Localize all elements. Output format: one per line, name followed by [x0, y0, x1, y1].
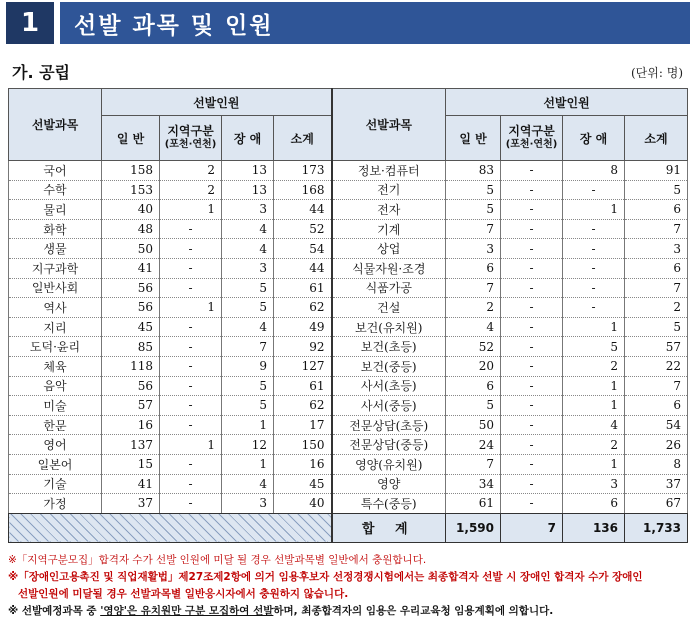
disabled-cell: 1 [222, 454, 274, 474]
general-cell: 50 [102, 239, 160, 259]
subject-cell: 상업 [332, 239, 446, 259]
general-cell: 3 [446, 239, 501, 259]
subject-cell: 전자 [332, 200, 446, 220]
general-cell: 41 [102, 258, 160, 278]
subtotal-cell: 7 [625, 219, 688, 239]
disabled-cell: - [563, 258, 625, 278]
general-cell: 61 [446, 494, 501, 514]
disabled-cell: 3 [222, 200, 274, 220]
subject-cell: 지구과학 [9, 258, 102, 278]
disabled-cell: 1 [563, 396, 625, 416]
table-row [9, 317, 688, 337]
subject-cell: 기계 [332, 219, 446, 239]
regional-cell: 2 [160, 180, 222, 200]
general-cell: 16 [102, 415, 160, 435]
subject-cell: 가정 [9, 494, 102, 514]
subject-cell: 생물 [9, 239, 102, 259]
general-cell: 40 [102, 200, 160, 220]
subtotal-cell: 6 [625, 396, 688, 416]
header-subject-left: 선발과목 [9, 89, 102, 161]
general-cell: 57 [102, 396, 160, 416]
subject-cell: 한문 [9, 415, 102, 435]
table-row [9, 435, 688, 455]
subject-cell: 식품가공 [332, 278, 446, 298]
table-row [9, 415, 688, 435]
general-cell: 45 [102, 317, 160, 337]
disabled-cell: - [563, 278, 625, 298]
subject-cell: 일반사회 [9, 278, 102, 298]
subtotal-cell: 173 [274, 161, 332, 181]
subtotal-cell: 44 [274, 200, 332, 220]
subtotal-cell: 62 [274, 396, 332, 416]
regional-cell: - [501, 376, 563, 396]
regional-cell: - [160, 494, 222, 514]
header-disabled-left: 장 애 [222, 116, 274, 161]
subject-cell: 사서(중등) [332, 396, 446, 416]
disabled-cell: 7 [222, 337, 274, 357]
subtotal-cell: 44 [274, 258, 332, 278]
subject-cell: 영어 [9, 435, 102, 455]
disabled-cell: - [563, 180, 625, 200]
total-subtotal: 1,733 [625, 513, 688, 542]
subtotal-cell: 6 [625, 258, 688, 278]
regional-cell: - [160, 219, 222, 239]
regional-cell: - [501, 356, 563, 376]
subject-cell: 역사 [9, 298, 102, 318]
table-row [9, 376, 688, 396]
disabled-cell: 1 [563, 317, 625, 337]
total-disabled: 136 [563, 513, 625, 542]
disabled-cell: 6 [563, 494, 625, 514]
general-cell: 50 [446, 415, 501, 435]
disabled-cell: 3 [563, 474, 625, 494]
subtotal-cell: 54 [274, 239, 332, 259]
selection-table [8, 88, 688, 543]
subject-cell: 미술 [9, 396, 102, 416]
disabled-cell: 3 [222, 258, 274, 278]
subtotal-cell: 5 [625, 317, 688, 337]
disabled-cell: - [563, 298, 625, 318]
regional-cell: - [501, 239, 563, 259]
regional-cell: - [501, 180, 563, 200]
regional-cell: - [160, 239, 222, 259]
subject-cell: 정보·컴퓨터 [332, 161, 446, 181]
general-cell: 6 [446, 376, 501, 396]
general-cell: 56 [102, 278, 160, 298]
subject-cell: 보건(초등) [332, 337, 446, 357]
general-cell: 52 [446, 337, 501, 357]
general-cell: 7 [446, 454, 501, 474]
regional-cell: 1 [160, 435, 222, 455]
subtotal-cell: 5 [625, 180, 688, 200]
general-cell: 48 [102, 219, 160, 239]
subtotal-cell: 54 [625, 415, 688, 435]
total-row [9, 513, 688, 542]
disabled-cell: - [563, 239, 625, 259]
subtotal-cell: 168 [274, 180, 332, 200]
table-row [9, 396, 688, 416]
disabled-cell: 5 [222, 396, 274, 416]
subtotal-cell: 40 [274, 494, 332, 514]
subtotal-cell: 150 [274, 435, 332, 455]
header-group-left: 선발인원 [102, 89, 332, 116]
disabled-cell: 4 [222, 219, 274, 239]
table-row [9, 494, 688, 514]
general-cell: 7 [446, 219, 501, 239]
subtotal-cell: 62 [274, 298, 332, 318]
disabled-cell: 1 [563, 376, 625, 396]
regional-cell: - [160, 258, 222, 278]
header-subtotal-right: 소계 [625, 116, 688, 161]
header-group-right: 선발인원 [446, 89, 688, 116]
subtotal-cell: 49 [274, 317, 332, 337]
regional-cell: - [160, 474, 222, 494]
disabled-cell: 5 [222, 298, 274, 318]
header-regional-right: 지역구분 (포천·연천) [501, 116, 563, 161]
disabled-cell: 3 [222, 494, 274, 514]
section-title: 선발 과목 및 인원 [60, 2, 690, 44]
table-row [9, 278, 688, 298]
regional-cell: - [160, 396, 222, 416]
regional-cell: - [501, 258, 563, 278]
subtotal-cell: 92 [274, 337, 332, 357]
regional-cell: - [160, 337, 222, 357]
disabled-cell: 4 [222, 474, 274, 494]
general-cell: 5 [446, 180, 501, 200]
table-row [9, 239, 688, 259]
regional-cell: - [501, 278, 563, 298]
subtotal-cell: 16 [274, 454, 332, 474]
subtotal-cell: 61 [274, 376, 332, 396]
subject-cell: 음악 [9, 376, 102, 396]
regional-cell: - [501, 454, 563, 474]
subject-cell: 일본어 [9, 454, 102, 474]
regional-cell: - [501, 219, 563, 239]
regional-cell: 1 [160, 298, 222, 318]
subject-cell: 화학 [9, 219, 102, 239]
regional-cell: 2 [160, 161, 222, 181]
subject-cell: 영양(유치원) [332, 454, 446, 474]
note-disability: ※「장애인고용촉진 및 직업재활법」제27조제2항에 의거 임용후보자 선정경쟁시험에서는 최종합격자 선발 시 장애인 합격자 수가 장애인 [8, 571, 643, 583]
general-cell: 41 [102, 474, 160, 494]
general-cell: 34 [446, 474, 501, 494]
disabled-cell: 13 [222, 161, 274, 181]
subject-cell: 기술 [9, 474, 102, 494]
regional-cell: - [501, 415, 563, 435]
general-cell: 37 [102, 494, 160, 514]
subtotal-cell: 127 [274, 356, 332, 376]
general-cell: 158 [102, 161, 160, 181]
section-number: 1 [6, 2, 54, 44]
disabled-cell: 5 [563, 337, 625, 357]
general-cell: 56 [102, 376, 160, 396]
subtotal-cell: 8 [625, 454, 688, 474]
subject-cell: 수학 [9, 180, 102, 200]
disabled-cell: 4 [222, 317, 274, 337]
subtotal-cell: 91 [625, 161, 688, 181]
table-row [9, 337, 688, 357]
regional-cell: - [160, 317, 222, 337]
subject-cell: 사서(초등) [332, 376, 446, 396]
disabled-cell: 1 [563, 454, 625, 474]
disabled-cell: 1 [563, 200, 625, 220]
table-row [9, 454, 688, 474]
regional-cell: - [501, 317, 563, 337]
regional-cell: - [160, 454, 222, 474]
regional-cell: - [501, 494, 563, 514]
disabled-cell: 5 [222, 376, 274, 396]
subtotal-cell: 67 [625, 494, 688, 514]
header-general-right: 일 반 [446, 116, 501, 161]
general-cell: 20 [446, 356, 501, 376]
hatched-filler [9, 513, 332, 542]
regional-cell: - [160, 356, 222, 376]
regional-cell: - [501, 298, 563, 318]
subject-cell: 체육 [9, 356, 102, 376]
general-cell: 6 [446, 258, 501, 278]
general-cell: 24 [446, 435, 501, 455]
disabled-cell: 8 [563, 161, 625, 181]
table-row [9, 356, 688, 376]
regional-cell: - [160, 278, 222, 298]
subtotal-cell: 52 [274, 219, 332, 239]
subject-cell: 국어 [9, 161, 102, 181]
general-cell: 2 [446, 298, 501, 318]
table-row [9, 474, 688, 494]
table-row [9, 219, 688, 239]
subject-cell: 지리 [9, 317, 102, 337]
footnotes [8, 552, 692, 620]
subject-cell: 보건(유치원) [332, 317, 446, 337]
table-row [9, 200, 688, 220]
subheading: 가. 공립 [12, 63, 71, 82]
regional-cell: - [501, 161, 563, 181]
disabled-cell: 2 [563, 356, 625, 376]
subtotal-cell: 61 [274, 278, 332, 298]
subject-cell: 전문상담(중등) [332, 435, 446, 455]
table-row [9, 161, 688, 181]
subtotal-cell: 7 [625, 376, 688, 396]
subject-cell: 특수(중등) [332, 494, 446, 514]
general-cell: 7 [446, 278, 501, 298]
subject-cell: 물리 [9, 200, 102, 220]
subtotal-cell: 22 [625, 356, 688, 376]
note-disability-cont: 선발인원에 미달될 경우 선발과목별 일반응시자에서 충원하지 않습니다. [18, 588, 349, 600]
section-banner [6, 2, 690, 44]
general-cell: 83 [446, 161, 501, 181]
subject-cell: 건설 [332, 298, 446, 318]
subject-cell: 식물자원·조경 [332, 258, 446, 278]
subtotal-cell: 26 [625, 435, 688, 455]
note-nutrition: ※ 선발예정과목 중 '영양'은 유치원만 구분 모집하여 선발하며, 최종합격자의 임용은 우리교육청 임용계획에 의합니다. [8, 605, 554, 617]
disabled-cell: 12 [222, 435, 274, 455]
regional-cell: - [501, 474, 563, 494]
subject-cell: 도덕·윤리 [9, 337, 102, 357]
regional-cell: - [501, 200, 563, 220]
disabled-cell: - [563, 219, 625, 239]
disabled-cell: 5 [222, 278, 274, 298]
regional-cell: - [501, 396, 563, 416]
subject-cell: 전문상담(초등) [332, 415, 446, 435]
regional-cell: - [501, 337, 563, 357]
general-cell: 15 [102, 454, 160, 474]
subtotal-cell: 37 [625, 474, 688, 494]
subject-cell: 전기 [332, 180, 446, 200]
unit-label: (단위: 명) [631, 66, 683, 80]
general-cell: 56 [102, 298, 160, 318]
general-cell: 5 [446, 396, 501, 416]
disabled-cell: 4 [563, 415, 625, 435]
table-row [9, 258, 688, 278]
general-cell: 118 [102, 356, 160, 376]
general-cell: 5 [446, 200, 501, 220]
subtotal-cell: 2 [625, 298, 688, 318]
regional-cell: 1 [160, 200, 222, 220]
disabled-cell: 4 [222, 239, 274, 259]
disabled-cell: 9 [222, 356, 274, 376]
header-subject-right: 선발과목 [332, 89, 446, 161]
regional-cell: - [501, 435, 563, 455]
disabled-cell: 1 [222, 415, 274, 435]
subtotal-cell: 7 [625, 278, 688, 298]
table-row [9, 180, 688, 200]
header-general-left: 일 반 [102, 116, 160, 161]
table-row [9, 298, 688, 318]
total-label: 합 계 [332, 513, 446, 542]
disabled-cell: 13 [222, 180, 274, 200]
total-general: 1,590 [446, 513, 501, 542]
subtotal-cell: 3 [625, 239, 688, 259]
subject-cell: 영양 [332, 474, 446, 494]
general-cell: 137 [102, 435, 160, 455]
regional-cell: - [160, 415, 222, 435]
header-subtotal-left: 소계 [274, 116, 332, 161]
subtotal-cell: 6 [625, 200, 688, 220]
regional-cell: - [160, 376, 222, 396]
general-cell: 153 [102, 180, 160, 200]
subject-cell: 보건(중등) [332, 356, 446, 376]
total-regional: 7 [501, 513, 563, 542]
disabled-cell: 2 [563, 435, 625, 455]
header-regional-left: 지역구분 (포천·연천) [160, 116, 222, 161]
note-regional: ※「지역구분모집」합격자 수가 선발 인원에 미달 될 경우 선발과목별 일반에서 충원합니다. [8, 554, 427, 566]
subtotal-cell: 57 [625, 337, 688, 357]
header-disabled-right: 장 애 [563, 116, 625, 161]
subtotal-cell: 45 [274, 474, 332, 494]
general-cell: 85 [102, 337, 160, 357]
subtotal-cell: 17 [274, 415, 332, 435]
general-cell: 4 [446, 317, 501, 337]
